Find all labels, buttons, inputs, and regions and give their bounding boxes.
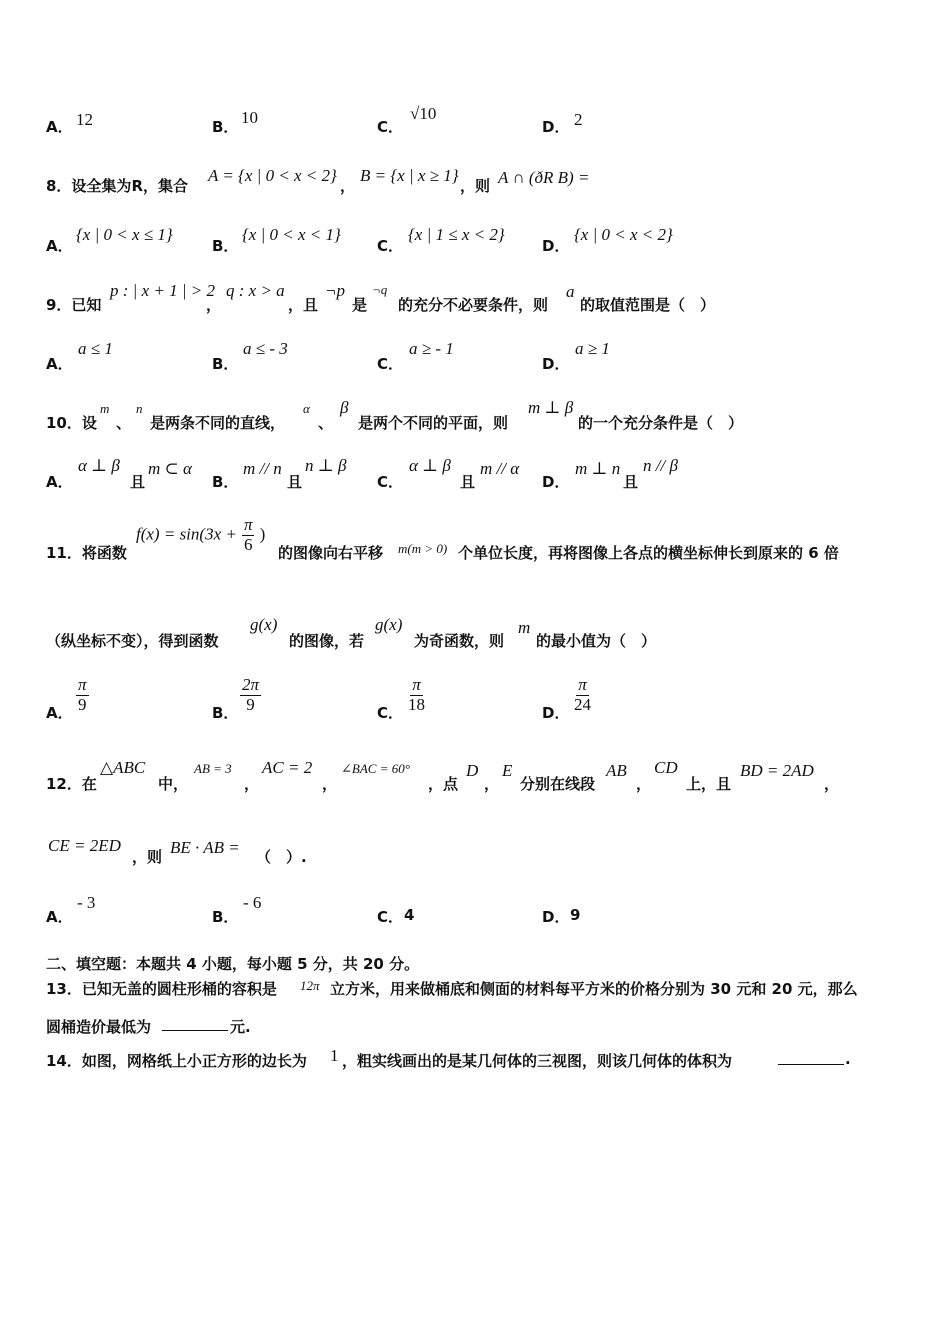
q12-option-d-value: 9 bbox=[570, 906, 581, 924]
q12-shang: 上，且 bbox=[686, 775, 732, 793]
q11-option-d-label: D． bbox=[542, 704, 570, 722]
q12-ce: CE = 2ED bbox=[48, 836, 121, 855]
q11-fraction-num: π bbox=[243, 515, 253, 534]
q9-option-c-value: a ≥ - 1 bbox=[409, 339, 454, 358]
q8-option-b-value: {x | 0 < x < 1} bbox=[242, 225, 341, 244]
q14-answer-blank bbox=[778, 1064, 844, 1065]
q11-prefix: 11．将函数 bbox=[46, 544, 127, 562]
q11-option-d-value bbox=[572, 676, 593, 714]
q11-option-c-label: C． bbox=[377, 704, 404, 722]
q10-option-c-v1: α ⊥ β bbox=[409, 456, 451, 475]
q9-suffix: 的取值范围是（ ） bbox=[580, 296, 716, 314]
q7-option-b-value: 10 bbox=[241, 108, 258, 127]
q10-option-a-label: A． bbox=[46, 473, 73, 491]
q11-text3: 的图像，若 bbox=[289, 632, 365, 650]
q12-text1: 分别在线段 bbox=[520, 775, 596, 793]
q9-option-d-label: D． bbox=[542, 355, 570, 373]
q11-function-left: f(x) = sin(3x + bbox=[136, 524, 237, 544]
q12-ze: ，则 bbox=[132, 848, 163, 866]
q14-text2: ，粗实线画出的是某几何体的三视图，则该几何体的体积为 bbox=[342, 1052, 733, 1070]
q10-prefix: 10．设 bbox=[46, 414, 97, 432]
q10-option-d-v1: m ⊥ n bbox=[575, 459, 621, 478]
q10-n: n bbox=[136, 401, 143, 416]
q10-m: m bbox=[100, 401, 110, 416]
q12-comma5: ， bbox=[824, 775, 840, 793]
q9-and: ，且 bbox=[288, 296, 319, 314]
q10-sep1: 、 bbox=[116, 414, 132, 432]
q12-ac: AC = 2 bbox=[262, 758, 313, 777]
q11-option-d-num: π bbox=[578, 675, 587, 694]
q10-beta: β bbox=[340, 398, 349, 417]
q8-option-d-label: D． bbox=[542, 237, 570, 255]
q10-option-d-v2: n // β bbox=[643, 456, 678, 475]
q12-option-b-label: B． bbox=[212, 908, 239, 926]
q11-m: m bbox=[518, 618, 531, 637]
q14-one: 1 bbox=[330, 1046, 339, 1065]
q12-comma4: ， bbox=[636, 775, 652, 793]
q7-option-c-label: C． bbox=[377, 118, 404, 136]
q8-set-b: B = {x | x ≥ 1} bbox=[360, 166, 459, 185]
q9-proposition-p: p : | x + 1 | > 2 bbox=[110, 281, 215, 300]
q11-g1: g(x) bbox=[250, 615, 278, 634]
q10-text1: 是两条不同的直线， bbox=[150, 414, 286, 432]
q10-option-c-v2: m // α bbox=[480, 459, 520, 478]
q9-comma: ， bbox=[206, 296, 222, 314]
q10-sep2: 、 bbox=[318, 414, 334, 432]
q11-suffix: 的最小值为（ ） bbox=[536, 632, 657, 650]
q11-option-b-label: B． bbox=[212, 704, 239, 722]
q11-text2: 个单位长度，再将图像上各点的横坐标伸长到原来的 6 倍 bbox=[458, 544, 839, 562]
q8-expression: A ∩ (ðR B) = bbox=[498, 168, 590, 187]
q9-option-a-value: a ≤ 1 bbox=[78, 339, 113, 358]
q11-option-c-value bbox=[406, 676, 427, 714]
q12-comma1: ， bbox=[244, 775, 260, 793]
q9-option-d-value: a ≥ 1 bbox=[575, 339, 610, 358]
q12-option-b-value: - 6 bbox=[243, 893, 262, 912]
q12-option-c-label: C． bbox=[377, 908, 404, 926]
q13-answer-blank bbox=[162, 1030, 228, 1031]
q11-function-fraction bbox=[242, 516, 255, 554]
q12-comma3: ， bbox=[484, 775, 500, 793]
q11-line2-prefix: （纵坐标不变），得到函数 bbox=[46, 632, 219, 650]
q9-not-p: ¬p bbox=[325, 281, 345, 300]
q10-option-d-label: D． bbox=[542, 473, 570, 491]
q12-option-a-label: A． bbox=[46, 908, 73, 926]
q12-comma2: ， bbox=[322, 775, 338, 793]
q14-end: . bbox=[845, 1050, 851, 1068]
q7-option-d-label: D． bbox=[542, 118, 570, 136]
q9-option-b-label: B． bbox=[212, 355, 239, 373]
q8-option-c-label: C． bbox=[377, 237, 404, 255]
q12-angle: ∠BAC = 60° bbox=[341, 761, 410, 776]
q8-option-b-label: B． bbox=[212, 237, 239, 255]
q7-option-a-label: A． bbox=[46, 118, 73, 136]
q9-option-c-label: C． bbox=[377, 355, 404, 373]
q10-text2: 是两个不同的平面，则 bbox=[358, 414, 509, 432]
q8-option-a-label: A． bbox=[46, 237, 73, 255]
q9-option-a-label: A． bbox=[46, 355, 73, 373]
q12-prefix: 12．在 bbox=[46, 775, 97, 793]
q8-comma: ， bbox=[340, 177, 356, 195]
q13-text1: 13．已知无盖的圆柱形桶的容积是 bbox=[46, 980, 277, 998]
q11-text1: 的图像向右平移 bbox=[278, 544, 384, 562]
q7-option-d-value: 2 bbox=[574, 110, 583, 129]
q10-option-b-v1: m // n bbox=[243, 459, 282, 478]
q12-d: D bbox=[466, 761, 479, 780]
q10-option-b-v2: n ⊥ β bbox=[305, 456, 347, 475]
q11-option-d-den: 24 bbox=[574, 694, 591, 714]
q11-option-a-den: 9 bbox=[78, 694, 87, 714]
q12-cd: CD bbox=[654, 758, 678, 777]
section-2-heading: 二、填空题：本题共 4 小题，每小题 5 分，共 20 分。 bbox=[46, 955, 420, 973]
q12-ab: AB = 3 bbox=[194, 761, 232, 776]
q8-option-c-value: {x | 1 ≤ x < 2} bbox=[408, 225, 505, 244]
q12-option-c-value: 4 bbox=[404, 906, 415, 924]
q7-option-a-value: 12 bbox=[76, 110, 93, 129]
q12-e: E bbox=[502, 761, 513, 780]
q10-condition: m ⊥ β bbox=[528, 398, 574, 417]
q11-option-c-den: 18 bbox=[408, 694, 425, 714]
q11-option-a-value bbox=[76, 676, 89, 714]
q11-option-a-label: A． bbox=[46, 704, 73, 722]
q12-dot-product: BE · AB = bbox=[170, 838, 240, 857]
q10-option-a-v2: m ⊂ α bbox=[148, 459, 192, 478]
q11-fraction-den: 6 bbox=[243, 534, 253, 554]
q10-option-c-label: C． bbox=[377, 473, 404, 491]
q12-dian: ，点 bbox=[428, 775, 459, 793]
q8-set-a: A = {x | 0 < x < 2} bbox=[208, 166, 337, 185]
q12-option-d-label: D． bbox=[542, 908, 570, 926]
q9-proposition-q: q : x > a bbox=[226, 281, 285, 300]
q10-option-d-and: 且 bbox=[623, 473, 639, 491]
q8-then: ，则 bbox=[460, 177, 491, 195]
q9-is: 是 bbox=[352, 296, 368, 314]
q10-option-b-label: B． bbox=[212, 473, 239, 491]
q8-prefix: 8．设全集为R，集合 bbox=[46, 177, 188, 195]
q12-ab2: AB bbox=[606, 761, 627, 780]
q11-function-right: ) bbox=[259, 524, 266, 544]
q11-option-b-den: 9 bbox=[246, 694, 255, 714]
q10-option-c-and: 且 bbox=[460, 473, 476, 491]
q10-option-a-v1: α ⊥ β bbox=[78, 456, 120, 475]
q10-option-a-and: 且 bbox=[130, 473, 146, 491]
q13-unit: 元. bbox=[230, 1018, 251, 1036]
q7-option-b-label: B． bbox=[212, 118, 239, 136]
q12-bd: BD = 2AD bbox=[740, 761, 814, 780]
q12-triangle: △ABC bbox=[100, 758, 146, 777]
q9-prefix: 9．已知 bbox=[46, 296, 102, 314]
q10-alpha: α bbox=[303, 401, 310, 416]
q7-option-c-value: √10 bbox=[410, 104, 437, 123]
q11-shift: m(m > 0) bbox=[398, 541, 448, 556]
q12-option-a-value: - 3 bbox=[77, 893, 96, 912]
q9-a: a bbox=[566, 282, 575, 301]
q13-volume: 12π bbox=[300, 978, 320, 993]
q12-zhong: 中， bbox=[158, 775, 189, 793]
q11-option-b-num: 2π bbox=[242, 675, 260, 694]
q11-option-c-num: π bbox=[412, 675, 421, 694]
q9-not-q: ¬q bbox=[372, 282, 388, 297]
q9-option-b-value: a ≤ - 3 bbox=[243, 339, 288, 358]
q10-suffix: 的一个充分条件是（ ） bbox=[578, 414, 744, 432]
q12-suffix: （ ）. bbox=[256, 848, 307, 866]
q11-text4: 为奇函数，则 bbox=[414, 632, 505, 650]
q11-option-b-value bbox=[240, 676, 261, 714]
q8-option-a-value: {x | 0 < x ≤ 1} bbox=[76, 225, 173, 244]
q14-text1: 14．如图，网格纸上小正方形的边长为 bbox=[46, 1052, 307, 1070]
q13-line2: 圆桶造价最低为 bbox=[46, 1018, 152, 1036]
q13-text2: 立方米，用来做桶底和侧面的材料每平方米的价格分别为 30 元和 20 元，那么 bbox=[330, 980, 858, 998]
q11-function bbox=[136, 516, 265, 554]
q11-option-a-num: π bbox=[78, 675, 87, 694]
q10-option-b-and: 且 bbox=[287, 473, 303, 491]
q11-g2: g(x) bbox=[375, 615, 403, 634]
q8-option-d-value: {x | 0 < x < 2} bbox=[574, 225, 673, 244]
q9-mid-text: 的充分不必要条件，则 bbox=[398, 296, 549, 314]
